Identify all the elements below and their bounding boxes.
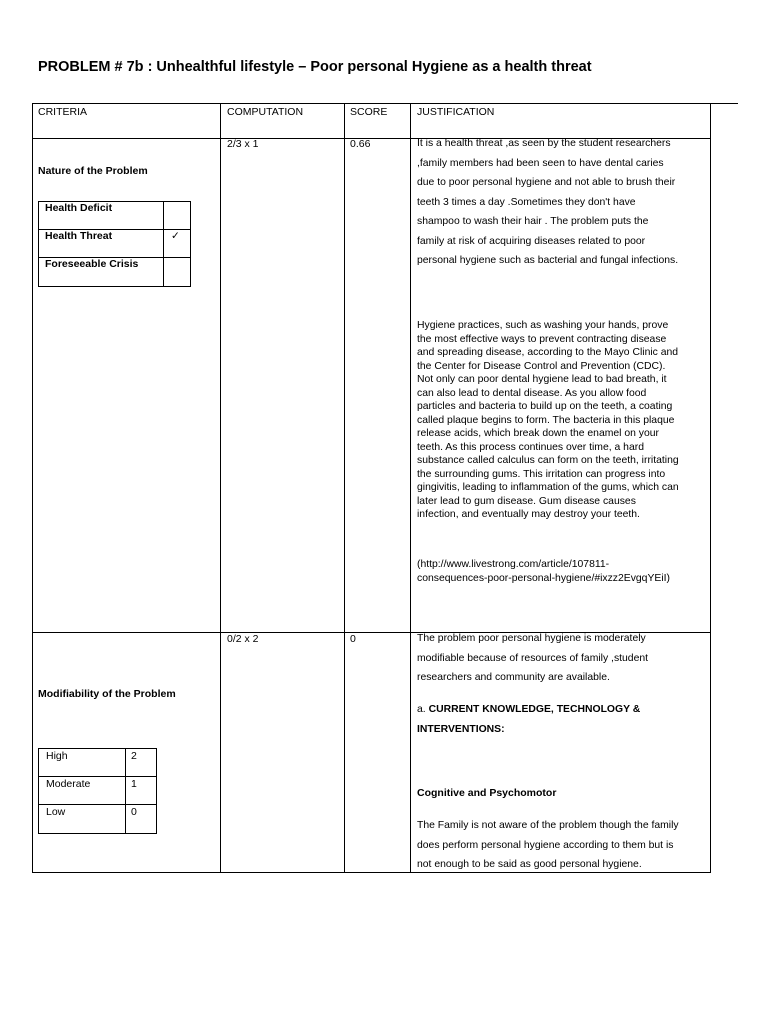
subheading-cognitive: Cognitive and Psychomotor: [417, 787, 557, 799]
table-top-border: [32, 103, 738, 104]
column-divider-score: [410, 103, 411, 873]
text-line: does perform personal hygiene according to them but is: [417, 839, 674, 851]
nature-options-divider: [163, 201, 164, 287]
text-line: It is a health threat ,as seen by the student researchers: [417, 138, 671, 149]
text-line: researchers and community are available.: [417, 672, 610, 683]
text-line: release acids, which break down the enamel on your: [417, 428, 660, 439]
modifiability-options-divider: [125, 748, 126, 834]
text-line: INTERVENTIONS:: [417, 723, 505, 735]
header-justification: JUSTIFICATION: [417, 106, 495, 118]
page-title: PROBLEM # 7b : Unhealthful lifestyle – Poor personal Hygiene as a health threat: [38, 59, 592, 75]
text-line: The Family is not aware of the problem though the family: [417, 820, 679, 831]
text-line: infection, and eventually may destroy your teeth.: [417, 509, 640, 520]
text-line: teeth. As this process continues over time, a hard: [417, 441, 644, 453]
score-nature: 0.66: [350, 138, 371, 150]
modifiability-options-row-line: [38, 776, 157, 777]
option-low: Low: [46, 806, 66, 818]
text-line: not enough to be said as good personal hygiene.: [417, 859, 642, 870]
option-high: High: [46, 750, 68, 762]
text-line: shampoo to wash their hair . The problem puts the: [417, 216, 649, 227]
text-line: called plaque begins to form. The bacteria in this plaque: [417, 414, 675, 426]
justification-closing-text: [417, 816, 709, 875]
text-line: can also lead to dental disease. As you allow food: [417, 387, 647, 399]
column-divider-criteria: [220, 103, 221, 873]
text-line: (http://www.livestrong.com/article/107811-: [417, 559, 610, 570]
text-line: personal hygiene such as bacterial and fungal infections.: [417, 255, 679, 266]
header-computation: COMPUTATION: [227, 106, 304, 118]
justification-hygiene-paragraph: [417, 319, 709, 522]
text-line: consequences-poor-personal-hygiene/#ixzz2EvgqYEiI): [417, 572, 670, 584]
computation-modifiability: 0/2 x 2: [227, 633, 259, 645]
option-foreseeable-crisis: Foreseeable Crisis: [45, 258, 139, 270]
column-divider-computation: [344, 103, 345, 873]
option-high-value: 2: [131, 750, 137, 762]
text-line: The problem poor personal hygiene is moderately: [417, 633, 646, 644]
text-line: Hygiene practices, such as washing your hands, prove: [417, 320, 669, 331]
text-line: ,family members had been seen to have dental caries: [417, 157, 664, 169]
modifiability-options-row-line: [38, 804, 157, 805]
text-line: particles and bacteria to build up on the teeth, a coating: [417, 401, 673, 412]
text-line: later lead to gum disease. Gum disease causes: [417, 495, 636, 507]
section-heading-a: [417, 700, 709, 739]
source-citation: [417, 558, 709, 585]
text-line: family at risk of acquiring diseases related to poor: [417, 235, 646, 247]
text-line: substance called calculus can form on the teeth, irritating: [417, 455, 679, 466]
text-line: teeth 3 times a day .Sometimes they don't have: [417, 196, 636, 208]
text-line: Not only can poor dental hygiene lead to bad breath, it: [417, 374, 667, 385]
text-line: the surrounding gums. This irritation can progress into: [417, 468, 666, 480]
text-line: due to poor personal hygiene and not able to brush their: [417, 177, 676, 188]
criteria-nature-label: Nature of the Problem: [38, 165, 148, 177]
option-low-value: 0: [131, 806, 137, 818]
checkmark-icon: ✓: [171, 230, 180, 242]
header-criteria: CRITERIA: [38, 106, 88, 118]
header-score: SCORE: [350, 106, 388, 118]
justification-modifiability-text: [417, 629, 709, 688]
text-line: modifiable because of resources of family ,student: [417, 652, 649, 664]
option-health-deficit: Health Deficit: [45, 202, 113, 214]
text-line: [417, 700, 709, 720]
table-left-border: [32, 103, 33, 873]
justification-nature-text: [417, 134, 709, 271]
option-moderate: Moderate: [46, 778, 91, 790]
option-moderate-value: 1: [131, 778, 137, 790]
text-line: the Center for Disease Control and Prevention (CDC).: [417, 360, 666, 372]
text-line: and spreading disease, according to the Mayo Clinic and: [417, 347, 679, 358]
heading-prefix: a.: [417, 704, 426, 715]
criteria-modifiability-label: Modifiability of the Problem: [38, 688, 176, 700]
option-health-threat: Health Threat: [45, 230, 113, 242]
computation-nature: 2/3 x 1: [227, 138, 259, 150]
heading-text: CURRENT KNOWLEDGE, TECHNOLOGY &: [428, 704, 641, 715]
text-line: gingivitis, leading to inflammation of the gums, which can: [417, 482, 679, 493]
text-line: the most effective ways to prevent contracting disease: [417, 333, 667, 345]
score-modifiability: 0: [350, 633, 356, 645]
table-right-border: [710, 103, 711, 873]
